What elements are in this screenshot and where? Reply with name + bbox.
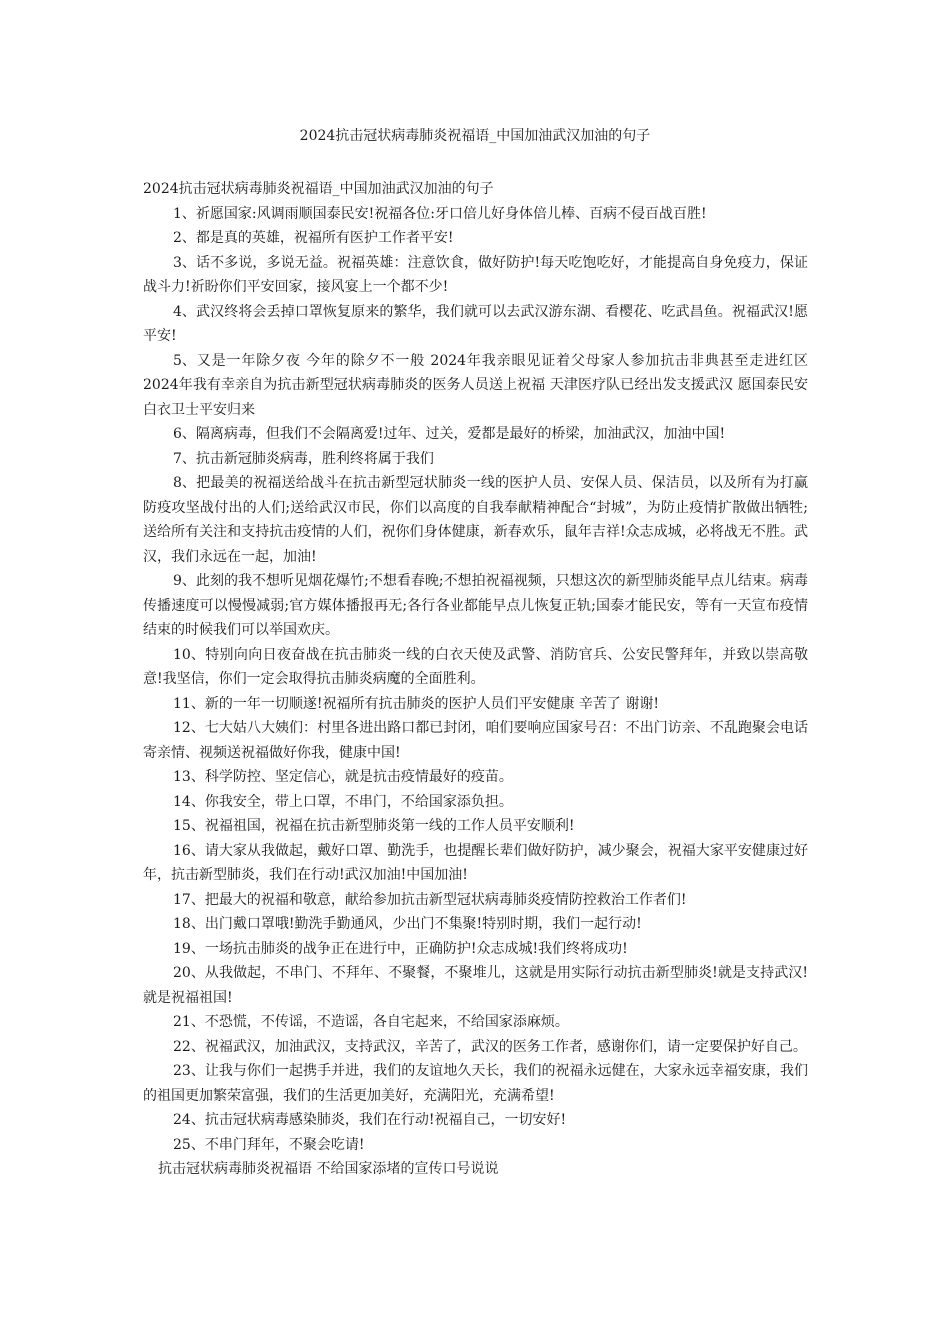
list-item [143, 839, 808, 888]
document-subtitle: 2024抗击冠状病毒肺炎祝福语_中国加油武汉加油的句子 [143, 181, 494, 197]
item-number: 5、 [173, 352, 196, 369]
item-number: 21、 [173, 1014, 205, 1030]
item-number: 16、 [173, 842, 205, 859]
item-text: 又是一年除夕夜 今年的除夕不一般 2024年我亲眼见证着父母家人参加抗击非典甚至走进红区 2024年我有幸亲自为抗击新型冠状病毒肺炎的医务人员送上祝福 天津医疗队已经出发支援武汉 愿国泰民安 白衣卫士平安归来 [143, 352, 808, 418]
item-number: 20、 [173, 965, 205, 981]
list-item [143, 912, 808, 937]
item-text: 七大姑八大姨们：村里各进出路口都已封闭，咱们要响应国家号召：不出门访亲、不乱跑聚会电话寄亲情、视频送祝福做好你我，健康中国! [143, 720, 808, 761]
list-item [143, 1010, 808, 1035]
list-item [143, 226, 808, 251]
item-text: 祝福武汉，加油武汉，支持武汉，辛苦了，武汉的医务工作者，感谢你们，请一定要保护好自己。 [204, 1038, 807, 1055]
item-number: 4、 [173, 303, 196, 320]
list-item [143, 716, 808, 765]
document-title: 2024抗击冠状病毒肺炎祝福语_中国加油武汉加油的句子 [299, 128, 651, 144]
item-number: 17、 [173, 891, 205, 908]
list-item [143, 961, 808, 1010]
item-text: 抗击新冠肺炎病毒，胜利终将属于我们 [195, 450, 434, 467]
item-number: 11、 [173, 695, 205, 712]
item-text: 请大家从我做起，戴好口罩、勤洗手，也提醒长辈们做好防护，减少聚会，祝福大家平安健康过好年，抗击新型肺炎，我们在行动!武汉加油!中国加油! [143, 842, 808, 883]
item-number: 1、 [173, 205, 196, 222]
list-item [143, 471, 808, 569]
document-footer-line: 抗击冠状病毒肺炎祝福语 不给国家添堵的宣传口号说说 [158, 1161, 499, 1177]
list-item [143, 888, 808, 913]
item-number: 2、 [173, 230, 196, 246]
item-text: 出门戴口罩哦!勤洗手勤通风，少出门不集聚!特别时期，我们一起行动! [204, 916, 642, 932]
list-item [143, 300, 808, 349]
document-body [143, 177, 808, 1182]
item-text: 隔离病毒，但我们不会隔离爱!过年、过关，爱都是最好的桥梁，加油武汉，加油中国! [195, 426, 726, 442]
list-item [143, 349, 808, 423]
item-number: 12、 [173, 720, 205, 736]
blessing-list [143, 202, 808, 1158]
item-number: 9、 [173, 573, 196, 589]
item-text: 特别向向日夜奋战在抗击肺炎一线的白衣天使及武警、消防官兵、公安民警拜年，并致以崇高敬意!我坚信，你们一定会取得抗击肺炎病魔的全面胜利。 [143, 646, 808, 687]
list-item [143, 692, 808, 717]
item-text: 让我与你们一起携手并进，我们的友谊地久天长，我们的祝福永远健在，大家永远幸福安康，我们的祖国更加繁荣富强，我们的生活更加美好，充满阳光，充满希望! [143, 1063, 808, 1104]
item-number: 15、 [173, 818, 205, 834]
item-number: 6、 [173, 426, 196, 442]
item-text: 把最美的祝福送给战斗在抗击新型冠状肺炎一线的医护人员、安保人员、保洁员，以及所有为打赢防疫攻坚战付出的人们;送给武汉市民，你们以高度的自我奉献精神配合“封城”，为防止疫情扩散做出牺牲;送给所有关注和支持抗击疫情的人们，祝你们身体健康，新春欢乐，鼠年吉祥!众志成城，必将战无不胜。武汉，我们永远在一起，加油! [143, 475, 808, 565]
list-item [143, 1035, 808, 1060]
list-item [143, 422, 808, 447]
item-number: 3、 [173, 254, 196, 271]
item-number: 8、 [173, 475, 196, 491]
list-item [143, 251, 808, 300]
list-item [143, 447, 808, 472]
item-text: 新的一年一切顺遂!祝福所有抗击肺炎的医护人员们平安健康 辛苦了 谢谢! [204, 695, 659, 712]
item-text: 抗击冠状病毒感染肺炎，我们在行动!祝福自己，一切安好! [204, 1112, 567, 1128]
list-item [143, 569, 808, 643]
list-item [143, 937, 808, 962]
list-item [143, 790, 808, 815]
list-item [143, 814, 808, 839]
item-text: 都是真的英雄，祝福所有医护工作者平安! [195, 230, 454, 246]
item-text: 话不多说，多说无益。祝福英雄：注意饮食，做好防护!每天吃饱吃好，才能提高自身免疫力，保证战斗力!祈盼你们平安回家，接风宴上一个都不少! [143, 254, 808, 295]
item-number: 25、 [173, 1136, 205, 1153]
list-item [143, 202, 808, 227]
item-number: 24、 [173, 1112, 205, 1128]
item-number: 7、 [173, 450, 196, 467]
list-item [143, 1059, 808, 1108]
item-text: 从我做起，不串门、不拜年、不聚餐，不聚堆儿，这就是用实际行动抗击新型肺炎!就是支持武汉!就是祝福祖国! [143, 965, 808, 1006]
item-text: 不串门拜年，不聚会吃请! [204, 1136, 365, 1153]
item-text: 把最大的祝福和敬意，献给参加抗击新型冠状病毒肺炎疫情防控救治工作者们! [204, 891, 687, 908]
list-item [143, 1108, 808, 1133]
item-text: 此刻的我不想听见烟花爆竹;不想看春晚;不想拍祝福视频，只想这次的新型肺炎能早点儿结束。病毒传播速度可以慢慢减弱;官方媒体播报再无;各行各业都能早点儿恢复正轨;国泰才能民安，等有一天宣布疫情结束的时候我们可以举国欢庆。 [143, 573, 808, 638]
list-item [143, 1133, 808, 1158]
item-text: 祈愿国家:风调雨顺国泰民安!祝福各位:牙口倍儿好身体倍儿棒、百病不侵百战百胜! [195, 205, 707, 222]
item-number: 18、 [173, 916, 205, 932]
list-item [143, 765, 808, 790]
item-text: 武汉终将会丢掉口罩恢复原来的繁华，我们就可以去武汉游东湖、看樱花、吃武昌鱼。祝福武汉!愿平安! [143, 303, 808, 344]
item-number: 23、 [173, 1063, 205, 1079]
item-number: 10、 [173, 646, 205, 663]
item-text: 祝福祖国，祝福在抗击新型肺炎第一线的工作人员平安顺利! [204, 818, 575, 834]
item-text: 不恐慌，不传谣，不造谣，各自宅起来，不给国家添麻烦。 [204, 1014, 569, 1030]
item-number: 14、 [173, 793, 205, 810]
item-text: 你我安全，带上口罩，不串门，不给国家添负担。 [204, 793, 513, 810]
item-text: 科学防控、坚定信心，就是抗击疫情最好的疫苗。 [204, 769, 513, 785]
item-number: 13、 [173, 769, 205, 785]
list-item [143, 643, 808, 692]
item-number: 19、 [173, 940, 205, 957]
item-text: 一场抗击肺炎的战争正在进行中，正确防护!众志成城!我们终将成功! [204, 940, 628, 957]
item-number: 22、 [173, 1038, 205, 1055]
